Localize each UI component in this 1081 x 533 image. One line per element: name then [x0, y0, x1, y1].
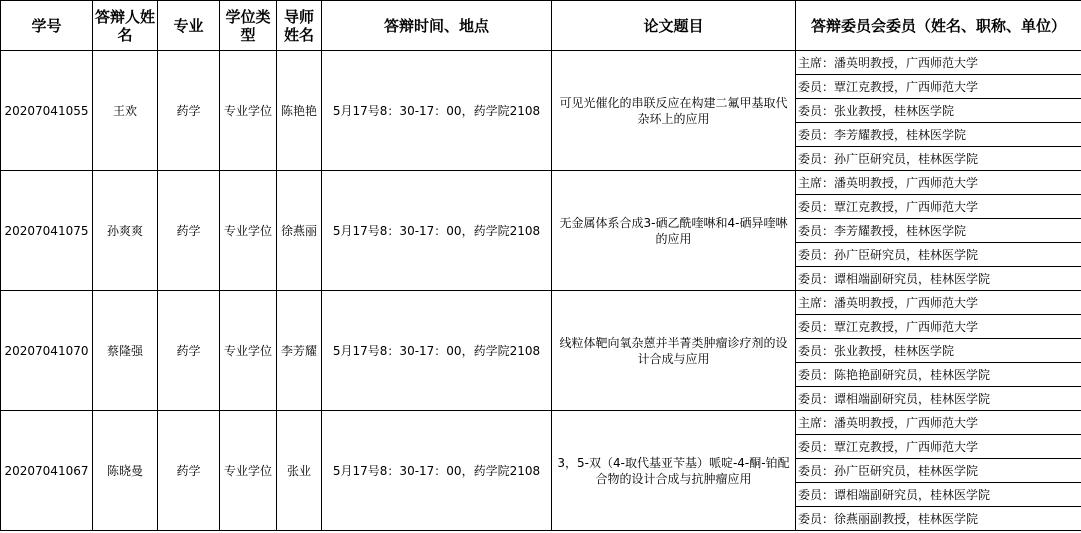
- advisor-name: 李芳耀: [277, 291, 322, 411]
- committee-member: 主席：潘英明教授，广西师范大学: [796, 411, 1081, 435]
- thesis-title: 可见光催化的串联反应在构建二氟甲基取代杂环上的应用: [552, 51, 796, 171]
- defense-time-place: 5月17号8：30-17：00，药学院2108: [322, 171, 552, 291]
- committee-member: 委员：李芳耀教授，桂林医学院: [796, 219, 1081, 243]
- header-defender-name: 答辩人姓名: [93, 1, 158, 51]
- committee-member: 委员：谭相端副研究员，桂林医学院: [796, 267, 1081, 291]
- major: 药学: [158, 171, 220, 291]
- table-row: [1, 171, 1081, 195]
- committee-member: 委员：覃江克教授，广西师范大学: [796, 75, 1081, 99]
- thesis-title: 无金属体系合成3-硒乙酰喹啉和4-硒异喹啉的应用: [552, 171, 796, 291]
- header-degree-type: 学位类型: [220, 1, 277, 51]
- committee-member: 委员：陈艳艳副研究员，桂林医学院: [796, 363, 1081, 387]
- defense-time-place: 5月17号8：30-17：00，药学院2108: [322, 51, 552, 171]
- committee-member: 委员：张业教授，桂林医学院: [796, 99, 1081, 123]
- major: 药学: [158, 51, 220, 171]
- thesis-title: 线粒体靶向氧杂蒽并半菁类肿瘤诊疗剂的设计合成与应用: [552, 291, 796, 411]
- committee-member: 主席：潘英明教授，广西师范大学: [796, 291, 1081, 315]
- header-thesis-title: 论文题目: [552, 1, 796, 51]
- header-time-place: 答辩时间、地点: [322, 1, 552, 51]
- major: 药学: [158, 411, 220, 531]
- header-advisor-name: 导师姓名: [277, 1, 322, 51]
- thesis-title: 3，5-双（4-取代基亚苄基）哌啶-4-酮-铂配合物的设计合成与抗肿瘤应用: [552, 411, 796, 531]
- student-id: 20207041055: [1, 51, 93, 171]
- committee-member: 委员：谭相端副研究员，桂林医学院: [796, 387, 1081, 411]
- advisor-name: 徐燕丽: [277, 171, 322, 291]
- committee-member: 委员：覃江克教授，广西师范大学: [796, 435, 1081, 459]
- table-row: [1, 411, 1081, 435]
- degree-type: 专业学位: [220, 171, 277, 291]
- committee-member: 委员：覃江克教授，广西师范大学: [796, 315, 1081, 339]
- committee-member: 主席：潘英明教授，广西师范大学: [796, 171, 1081, 195]
- committee-member: 委员：孙广臣研究员，桂林医学院: [796, 243, 1081, 267]
- table-row: [1, 291, 1081, 315]
- advisor-name: 陈艳艳: [277, 51, 322, 171]
- table-row: [1, 51, 1081, 75]
- defense-time-place: 5月17号8：30-17：00，药学院2108: [322, 291, 552, 411]
- committee-member: 委员：李芳耀教授，桂林医学院: [796, 123, 1081, 147]
- defender-name: 陈晓曼: [93, 411, 158, 531]
- student-id: 20207041067: [1, 411, 93, 531]
- committee-member: 委员：孙广臣研究员，桂林医学院: [796, 459, 1081, 483]
- header-row: [1, 1, 1081, 51]
- committee-member: 委员：孙广臣研究员，桂林医学院: [796, 147, 1081, 171]
- student-id: 20207041070: [1, 291, 93, 411]
- degree-type: 专业学位: [220, 291, 277, 411]
- student-id: 20207041075: [1, 171, 93, 291]
- header-committee: 答辩委员会委员（姓名、职称、单位）: [796, 1, 1081, 51]
- advisor-name: 张业: [277, 411, 322, 531]
- committee-member: 委员：谭相端副研究员，桂林医学院: [796, 483, 1081, 507]
- committee-member: 委员：张业教授，桂林医学院: [796, 339, 1081, 363]
- defender-name: 孙爽爽: [93, 171, 158, 291]
- major: 药学: [158, 291, 220, 411]
- defender-name: 蔡隆强: [93, 291, 158, 411]
- defense-time-place: 5月17号8：30-17：00，药学院2108: [322, 411, 552, 531]
- committee-member: 委员：覃江克教授，广西师范大学: [796, 195, 1081, 219]
- header-major: 专业: [158, 1, 220, 51]
- defender-name: 王欢: [93, 51, 158, 171]
- committee-member: 委员：徐燕丽副教授，桂林医学院: [796, 507, 1081, 531]
- committee-member: 主席：潘英明教授，广西师范大学: [796, 51, 1081, 75]
- degree-type: 专业学位: [220, 51, 277, 171]
- header-student-id: 学号: [1, 1, 93, 51]
- degree-type: 专业学位: [220, 411, 277, 531]
